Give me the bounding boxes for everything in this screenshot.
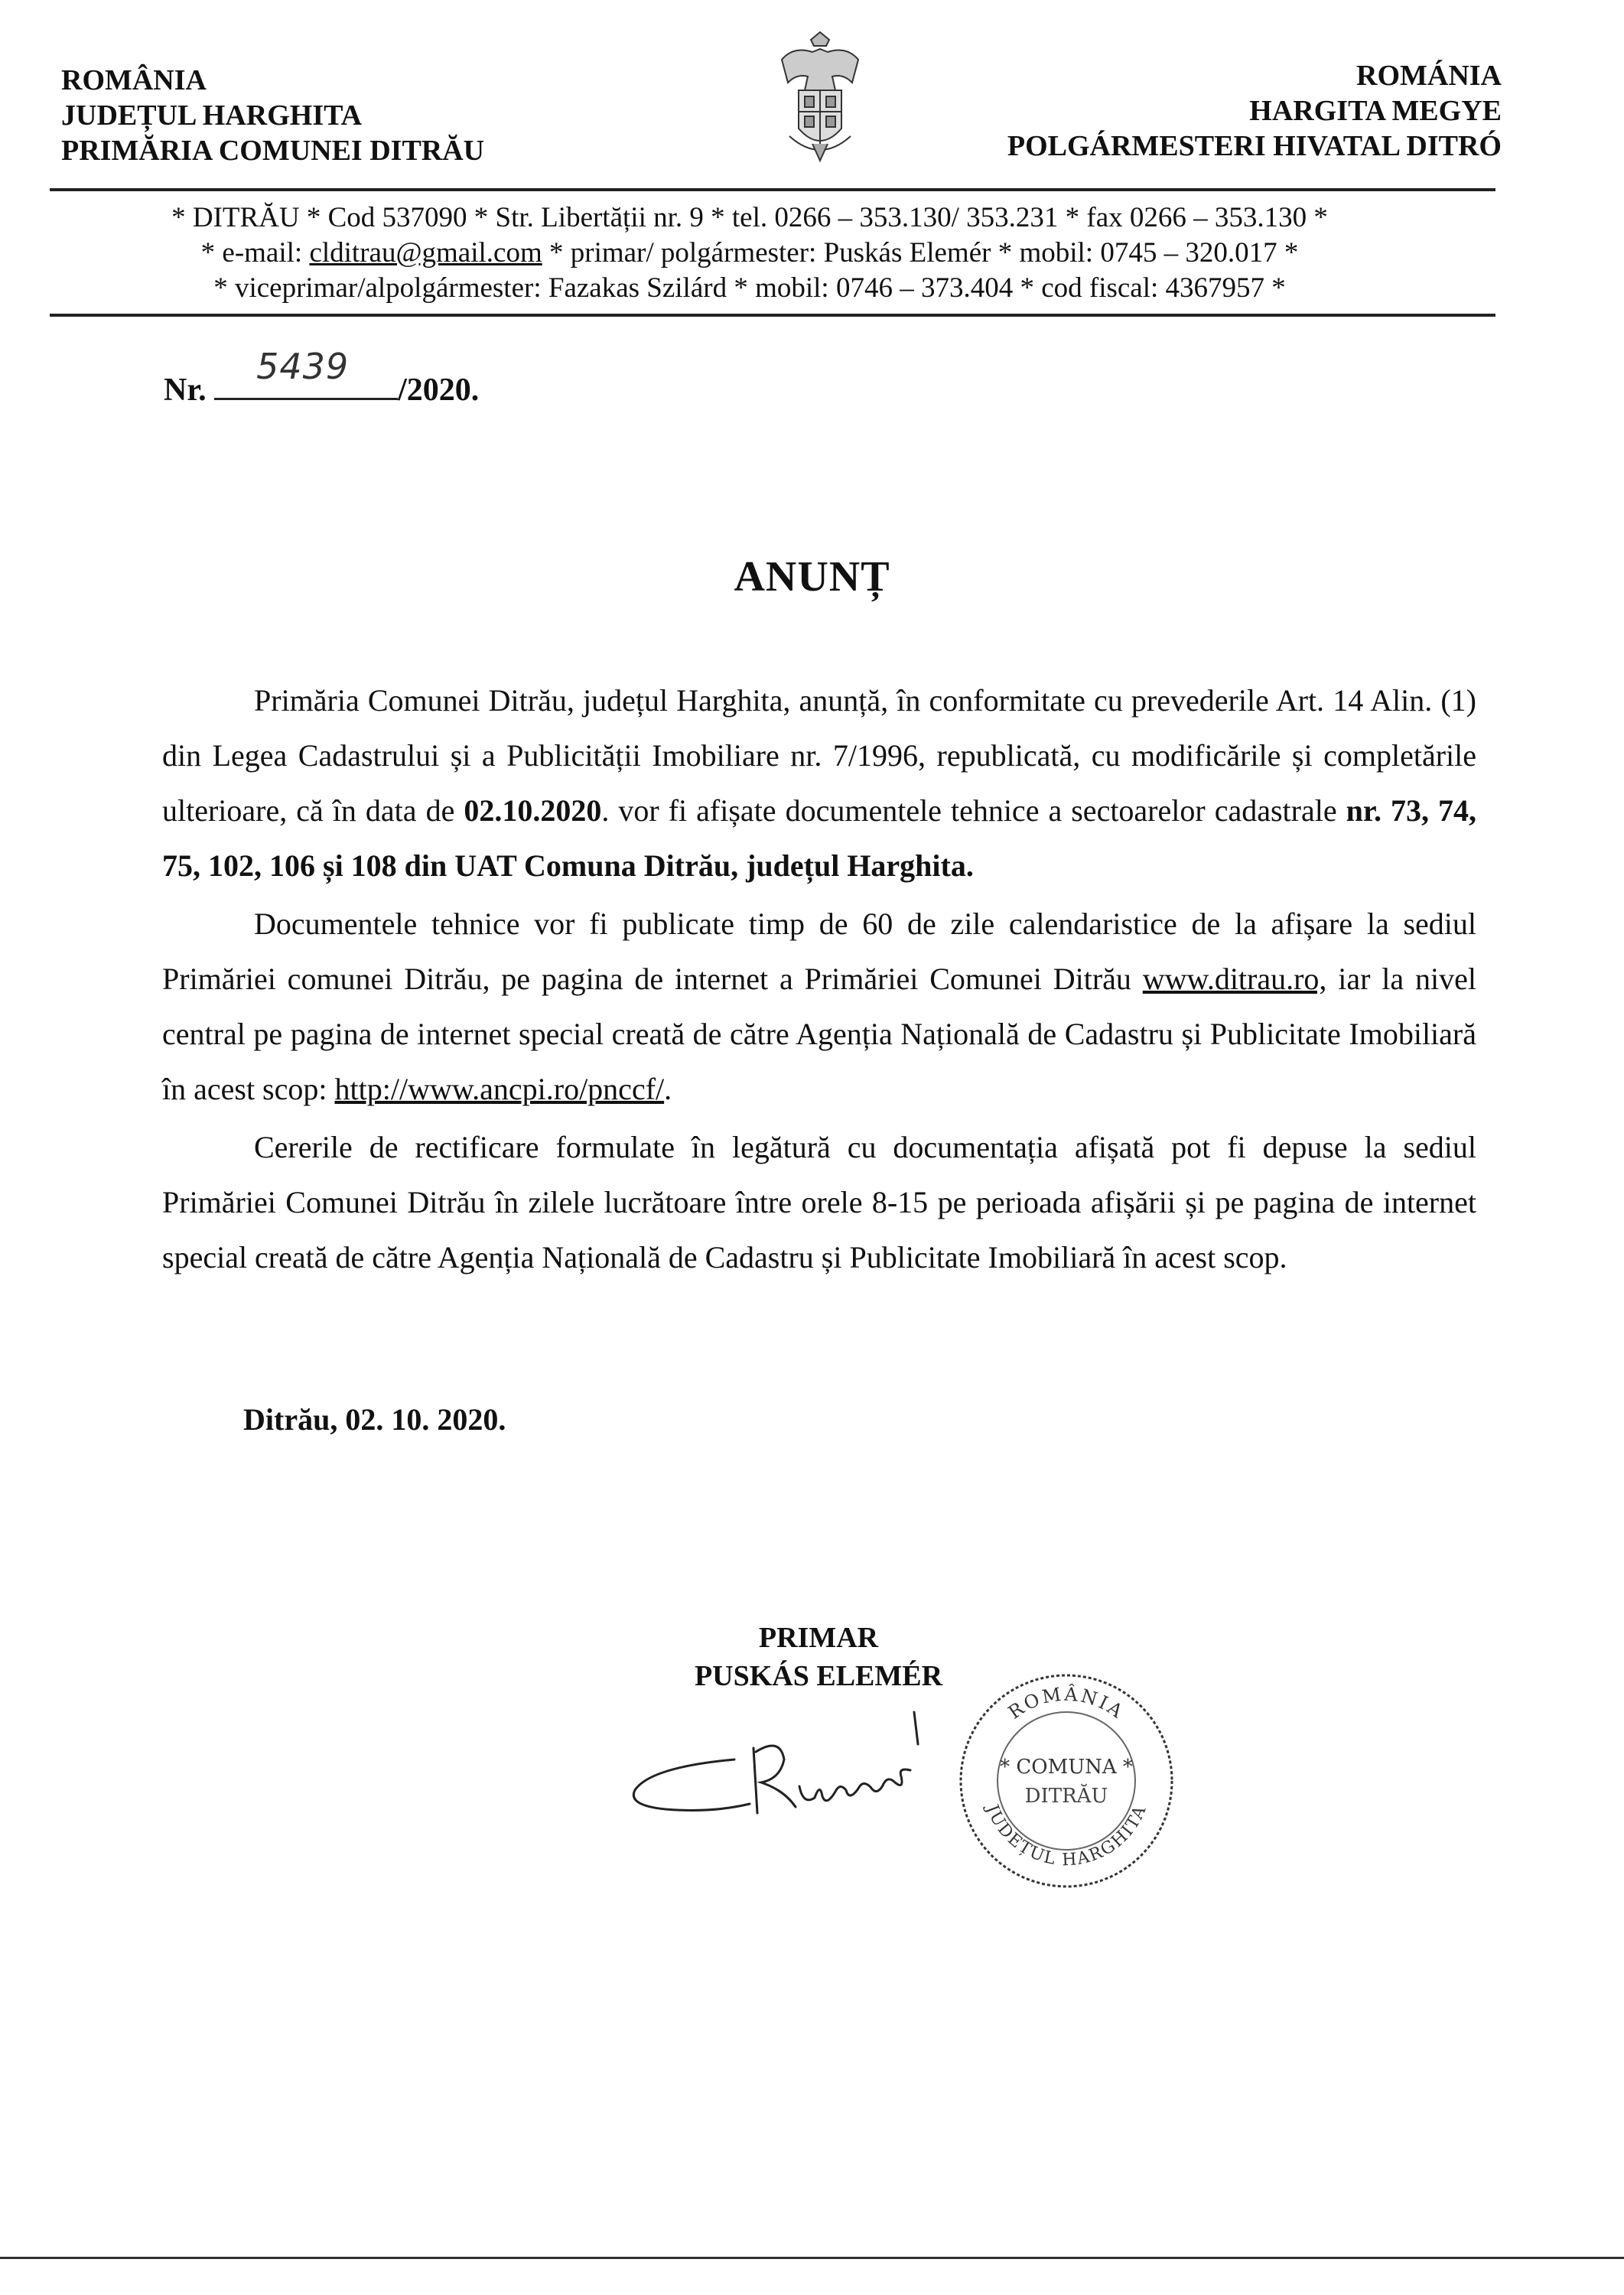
stamp-top-text: ROMÂNIA — [1004, 1683, 1129, 1724]
registration-prefix: Nr. — [164, 373, 207, 408]
contact-mayor-info: * primar/ polgármester: Puskás Elemér * mobil: 0745 – 320.017 * — [542, 237, 1299, 269]
place-date: Ditrău, 02. 10. 2020. — [243, 1402, 506, 1437]
contact-line-3: * viceprimar/alpolgármester: Fazakas Szilárd * mobil: 0746 – 373.404 * cod fiscal: 4367957 * — [213, 272, 1286, 304]
paragraph-1-text-b: . vor fi afișate documentele tehnice a sectoarelor cadastrale — [601, 793, 1346, 828]
paragraph-2 — [162, 897, 1476, 1117]
contact-info — [61, 200, 1438, 306]
header-left-country: ROMÂNIA — [61, 64, 207, 96]
paragraph-2-text-c: . — [664, 1072, 672, 1106]
registration-handwritten-number: 5439 — [256, 346, 350, 387]
registration-number — [164, 346, 480, 409]
contact-email-link[interactable]: clditrau@gmail.com — [309, 237, 542, 269]
ancpi-website-link[interactable]: http://www.ancpi.ro/pnccf/ — [334, 1072, 665, 1106]
signatory-role: PRIMAR — [758, 1622, 879, 1654]
document-title: ANUNȚ — [734, 553, 890, 601]
header-left-county: JUDEȚUL HARGHITA — [61, 99, 363, 132]
paragraph-1 — [162, 673, 1476, 894]
header-right-county: HARGITA MEGYE — [1249, 95, 1502, 127]
header-left-office: PRIMĂRIA COMUNEI DITRĂU — [61, 135, 485, 167]
stamp-bottom-text: JUDEȚUL HARGHITA — [981, 1802, 1151, 1870]
paragraph-3: Cererile de rectificare formulate în legătură cu documentația afișată pot fi depuse la sediul Primăriei Comunei Ditrău în zilele lucrătoare între orele 8-15 pe perioada afișării și pe pagina de internet special creată de către Agenția Națională de Cadastru și Publicitate Imobiliară în acest scop. — [162, 1130, 1476, 1274]
header-right-office: POLGÁRMESTERI HIVATAL DITRÓ — [1007, 130, 1502, 162]
svg-text:ROMÂNIA — [1004, 1683, 1128, 1724]
display-date: 02.10.2020 — [464, 793, 602, 828]
romania-coat-of-arms-icon — [766, 29, 874, 167]
document-body — [162, 673, 1476, 1285]
stamp-middle-text-2: DITRĂU — [1024, 1785, 1108, 1808]
registration-suffix: /2020. — [398, 373, 480, 408]
signatory-name: PUSKÁS ELEMÉR — [694, 1660, 943, 1692]
contact-email-label: * e-mail: — [200, 237, 310, 269]
header-rule-top — [50, 188, 1495, 191]
stamp-middle-text-1: * COMUNA * — [1000, 1756, 1133, 1779]
header-right — [1007, 58, 1502, 164]
page-bottom-rule — [0, 2257, 1624, 2259]
contact-line-1: * DITRĂU * Cod 537090 * Str. Libertății nr. 9 * tel. 0266 – 353.130/ 353.231 * fax 0266 – 353.130 * — [171, 202, 1328, 233]
signatory-block — [666, 1619, 971, 1695]
paragraph-2-text-a: Documentele tehnice vor fi publicate timp de 60 de zile calendaristice de la afișare la sediul Primăriei comunei Ditrău, pe pagina de internet a Primăriei Comunei Ditrău — [162, 907, 1476, 996]
handwritten-signature-icon — [620, 1706, 941, 1836]
ditrau-website-link[interactable]: www.ditrau.ro, — [1142, 962, 1327, 996]
cadastral-sectors: nr. 73, 74, 75, 102, 106 și 108 din UAT Comuna Ditrău, județul Harghita. — [162, 793, 1476, 883]
registration-blank — [214, 346, 398, 400]
header-right-country: ROMÁNIA — [1356, 60, 1502, 92]
header-rule-bottom — [50, 314, 1495, 317]
paragraph-2-text-b: iar la nivel central pe pagina de internet special creată de către Agenția Națională de Cadastru și Publicitate Imobiliară în acest scop: — [162, 962, 1476, 1106]
header-left — [61, 63, 484, 168]
svg-text:JUDEȚUL HARGHITA — [981, 1801, 1150, 1870]
round-seal-stamp-icon — [952, 1666, 1181, 1896]
paragraph-1-text-a: Primăria Comunei Ditrău, județul Harghita, anunță, în conformitate cu prevederile Art. 14 Alin. (1) din Legea Cadastrului și a Publicității Imobiliare nr. 7/1996, republicată, cu modificările și completările ulterioare, că în data de — [162, 683, 1476, 828]
contact-line-2 — [61, 236, 1438, 271]
